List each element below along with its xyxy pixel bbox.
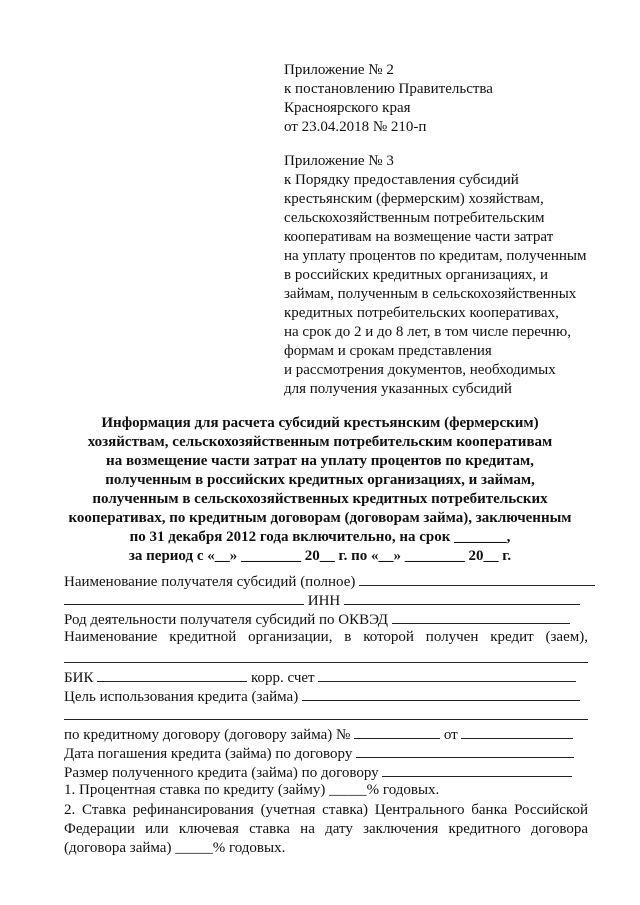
purpose-row [64, 686, 580, 707]
recipient-label: Наименование получателя субсидий (полное) [64, 574, 356, 590]
purpose-label: Цель использования кредита (займа) [64, 689, 299, 705]
repay-input[interactable] [356, 743, 574, 758]
inn-label: ИНН [307, 593, 341, 609]
contract-date-input[interactable] [461, 724, 573, 739]
appendix3-line: кооперативам на возмещение части затрат [284, 229, 554, 245]
title-line: кооперативах, по кредитным договорам (договорам займа), заключенным [68, 510, 572, 526]
amount-input[interactable] [382, 762, 572, 777]
item1: 1. Процентная ставка по кредиту (займу) _____% годовых. [64, 782, 440, 798]
appendix3-line: крестьянским (фермерским) хозяйствам, [284, 191, 544, 207]
contract-number-input[interactable] [354, 724, 440, 739]
repay-row [64, 743, 574, 764]
title-line: Информация для расчета субсидий крестьянским (фермерским) [101, 415, 539, 431]
corr-label: корр. счет [250, 670, 315, 686]
purpose-input[interactable] [302, 686, 580, 701]
inn-row [64, 590, 580, 611]
amount-row [64, 762, 572, 783]
contract-from-label: от [443, 727, 458, 743]
appendix2-line1: Приложение № 2 [284, 62, 394, 78]
appendix3-line: Приложение № 3 [284, 153, 394, 169]
title-line: на возмещение части затрат на уплату процентов по кредитам, [106, 453, 534, 469]
appendix3-line: на уплату процентов по кредитам, полученным [284, 248, 587, 264]
title-line: хозяйствам, сельскохозяйственным потребительским кооперативам [87, 434, 553, 450]
recipient-cont-input[interactable] [64, 590, 304, 605]
title-line: по 31 декабря 2012 года включительно, на срок _______, [129, 529, 511, 545]
appendix2-line4: от 23.04.2018 № 210-п [284, 119, 427, 135]
appendix3-line: на срок до 2 и до 8 лет, в том числе перечню, [284, 324, 572, 340]
okved-row [64, 609, 570, 630]
contract-row [64, 724, 573, 745]
title-line: за период с «__» ________ 20__ г. по «__» ________ 20__ г. [128, 548, 512, 564]
appendix3-line: сельскохозяйственным потребительским [284, 210, 545, 226]
amount-label: Размер полученного кредита (займа) по договору [64, 765, 379, 781]
appendix3-line: формам и срокам представления [284, 343, 492, 359]
contract-label: по кредитному договору (договору займа) № [64, 727, 351, 743]
appendix3-line: для получения указанных субсидий [284, 381, 512, 397]
item2-line3: (договора займа) _____% годовых. [64, 840, 286, 856]
appendix3-line: в российских кредитных организациях, и [284, 267, 549, 283]
appendix3-line: к Порядку предоставления субсидий [284, 172, 519, 188]
bank-label: Наименование кредитной организации, в которой получен кредит (заем), [64, 629, 588, 645]
bik-label: БИК [64, 670, 94, 686]
repay-label: Дата погашения кредита (займа) по договору [64, 746, 353, 762]
item2-line1: 2. Ставка рефинансирования (учетная ставка) Центрального банка Российской [64, 802, 588, 818]
title-line: полученным в российских кредитных организациях, и займам, [105, 472, 535, 488]
recipient-input[interactable] [359, 571, 595, 586]
okved-label: Род деятельности получателя субсидий по ОКВЭД [64, 612, 389, 628]
bik-input[interactable] [97, 667, 247, 682]
bank-input-row [64, 648, 588, 669]
corr-input[interactable] [318, 667, 576, 682]
purpose-cont-input[interactable] [64, 705, 588, 720]
appendix2-line3: Красноярского края [284, 100, 411, 116]
item2-line2: Федерации или ключевая ставка на дату заключения кредитного договора [64, 821, 588, 837]
bank-input[interactable] [64, 648, 588, 663]
appendix3-line: кредитных потребительских кооперативах, [284, 305, 559, 321]
bik-row [64, 667, 576, 688]
inn-input[interactable] [344, 590, 580, 605]
title-line: полученным в сельскохозяйственных кредитных потребительских [92, 491, 548, 507]
appendix3-line: и рассмотрения документов, необходимых [284, 362, 556, 378]
appendix2-line2: к постановлению Правительства [284, 81, 493, 97]
appendix3-line: займам, полученным в сельскохозяйственных [284, 286, 577, 302]
recipient-row [64, 571, 595, 592]
okved-input[interactable] [392, 609, 570, 624]
purpose-cont-row [64, 705, 588, 726]
